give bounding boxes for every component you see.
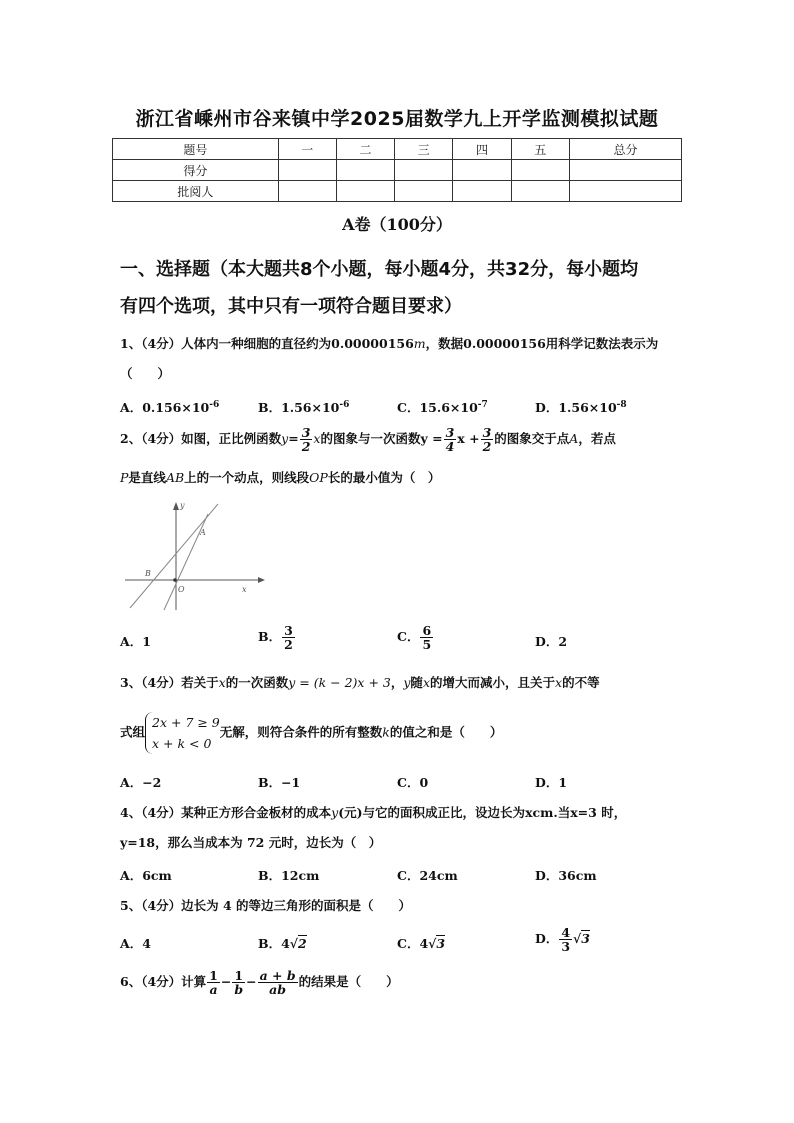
question-6: 6、（4分）计算 $\frac{1}{a}$ − $\frac{1}{b}$ − $\frac{a + b}{ab}$ 的结果是（ ）: [120, 968, 399, 997]
q2-option-d[interactable]: D．2: [535, 634, 568, 649]
sqrt-icon: √: [573, 931, 582, 946]
question-4-line1: 4、（4分）某种正方形合金板材的成本y(元)与它的面积成正比，设边长为xcm.当x=3 时，: [120, 805, 627, 820]
fraction: $\frac{a + b}{ab}$: [259, 968, 296, 997]
score-cell-total: 总分: [569, 139, 681, 160]
q2-option-a[interactable]: A．1: [120, 634, 151, 649]
question-4-line2: y=18，那么当成本为 72 元时，边长为（ ）: [120, 835, 382, 850]
y-axis-arrow-icon: [173, 502, 179, 510]
q5-option-c[interactable]: C．4√3: [397, 936, 446, 951]
q5-option-d[interactable]: D． $\frac{4}{3}$ √3: [535, 925, 590, 954]
section-heading-line2: 有四个选项，其中只有一项符合题目要求）: [120, 296, 462, 317]
section-heading-line1: 一、选择题（本大题共8个小题，每小题4分，共32分，每小题均: [120, 259, 639, 280]
q4-option-d[interactable]: D．36cm: [535, 868, 597, 883]
inequality-system: 2x + 7 ≥ 9 x + k < 0: [145, 712, 220, 754]
fig-label-y: y: [180, 501, 185, 510]
sqrt-icon: √: [428, 936, 437, 951]
fraction: $\frac{3}{2}$: [301, 425, 311, 454]
q3-option-b[interactable]: B．−1: [258, 775, 301, 790]
question-2-line1: 2、（4分）如图，正比例函数y= $\frac{3}{2}$ x的图象与一次函数y = $\frac{3}{4}$ x + $\frac{3}{2}$ 的图象交于点A，若点: [120, 425, 616, 454]
score-table: [112, 138, 682, 202]
question-5: 5、（4分）边长为 4 的等边三角形的面积是（ ）: [120, 898, 412, 913]
q1-option-a[interactable]: A．$0.156\times 10^{-6}$: [120, 399, 220, 415]
question-1: 1、（4分）人体内一种细胞的直径约为0.00000156m，数据0.00000156用科学记数法表示为: [120, 336, 659, 351]
fraction: $\frac{1}{b}$: [234, 968, 244, 997]
q2-option-c[interactable]: C． $\frac{6}{5}$: [397, 623, 432, 652]
fig-label-O: O: [178, 585, 185, 594]
q2-option-b[interactable]: B． $\frac{3}{2}$: [258, 623, 293, 652]
score-table-score-row: [113, 160, 682, 181]
fraction: $\frac{1}{a}$: [209, 968, 218, 997]
q4-option-a[interactable]: A．6cm: [120, 868, 172, 883]
q3-option-a[interactable]: A．−2: [120, 775, 162, 790]
score-cell-part1: 一: [278, 139, 336, 160]
score-table-grader-row: [113, 181, 682, 202]
question-3-line1: 3、（4分）若关于x的一次函数y = (k − 2)x + 3，y随x的增大而减小，且关于x的不等: [120, 675, 600, 690]
fig-label-x: x: [242, 585, 247, 594]
grader-row-label: 批阅人: [113, 181, 279, 202]
score-row-label: 得分: [113, 160, 279, 181]
q5-option-b[interactable]: B．4√2: [258, 936, 307, 951]
fraction: $\frac{3}{4}$: [445, 425, 455, 454]
score-table-header-row: [113, 139, 682, 160]
fraction: $\frac{3}{2}$: [482, 425, 492, 454]
q1-option-b[interactable]: B．$1.56\times 10^{-6}$: [258, 399, 350, 415]
origin-point: [173, 578, 177, 582]
paper-label: A卷（100分）: [342, 215, 452, 234]
q1-option-c[interactable]: C．$15.6\times 10^{-7}$: [397, 399, 488, 415]
score-cell-label: 题号: [113, 139, 279, 160]
question-2-line2: P是直线AB上的一个动点，则线段OP长的最小值为（ ）: [120, 470, 441, 485]
x-axis-arrow-icon: [258, 577, 265, 583]
fig-label-B: B: [145, 569, 151, 578]
question-3-line2: 式组 2x + 7 ≥ 9 x + k < 0 无解，则符合条件的所有整数k的值之和是（ ）: [120, 712, 680, 754]
q1-option-d[interactable]: D．$1.56\times 10^{-8}$: [535, 399, 627, 415]
q3-option-c[interactable]: C．0: [397, 775, 429, 790]
score-cell-part2: 二: [336, 139, 394, 160]
q4-option-c[interactable]: C．24cm: [397, 868, 458, 883]
q5-option-a[interactable]: A．4: [120, 936, 151, 951]
question-1-paren: （ ）: [120, 366, 171, 381]
fraction: $\frac{6}{5}$: [422, 623, 432, 652]
exam-title: 浙江省嵊州市谷来镇中学2025届数学九上开学监测模拟试题: [135, 108, 659, 130]
fig-label-A: A: [200, 528, 206, 537]
line-linear: [130, 504, 218, 608]
function-graph-figure: [120, 498, 270, 614]
fraction: $\frac{3}{2}$: [284, 623, 293, 652]
q3-option-d[interactable]: D．1: [535, 775, 568, 790]
score-cell-part3: 三: [395, 139, 453, 160]
fraction: $\frac{4}{3}$: [561, 925, 571, 954]
sqrt-icon: √: [289, 936, 298, 951]
q4-option-b[interactable]: B．12cm: [258, 868, 320, 883]
score-cell-part4: 四: [453, 139, 511, 160]
score-cell-part5: 五: [511, 139, 569, 160]
